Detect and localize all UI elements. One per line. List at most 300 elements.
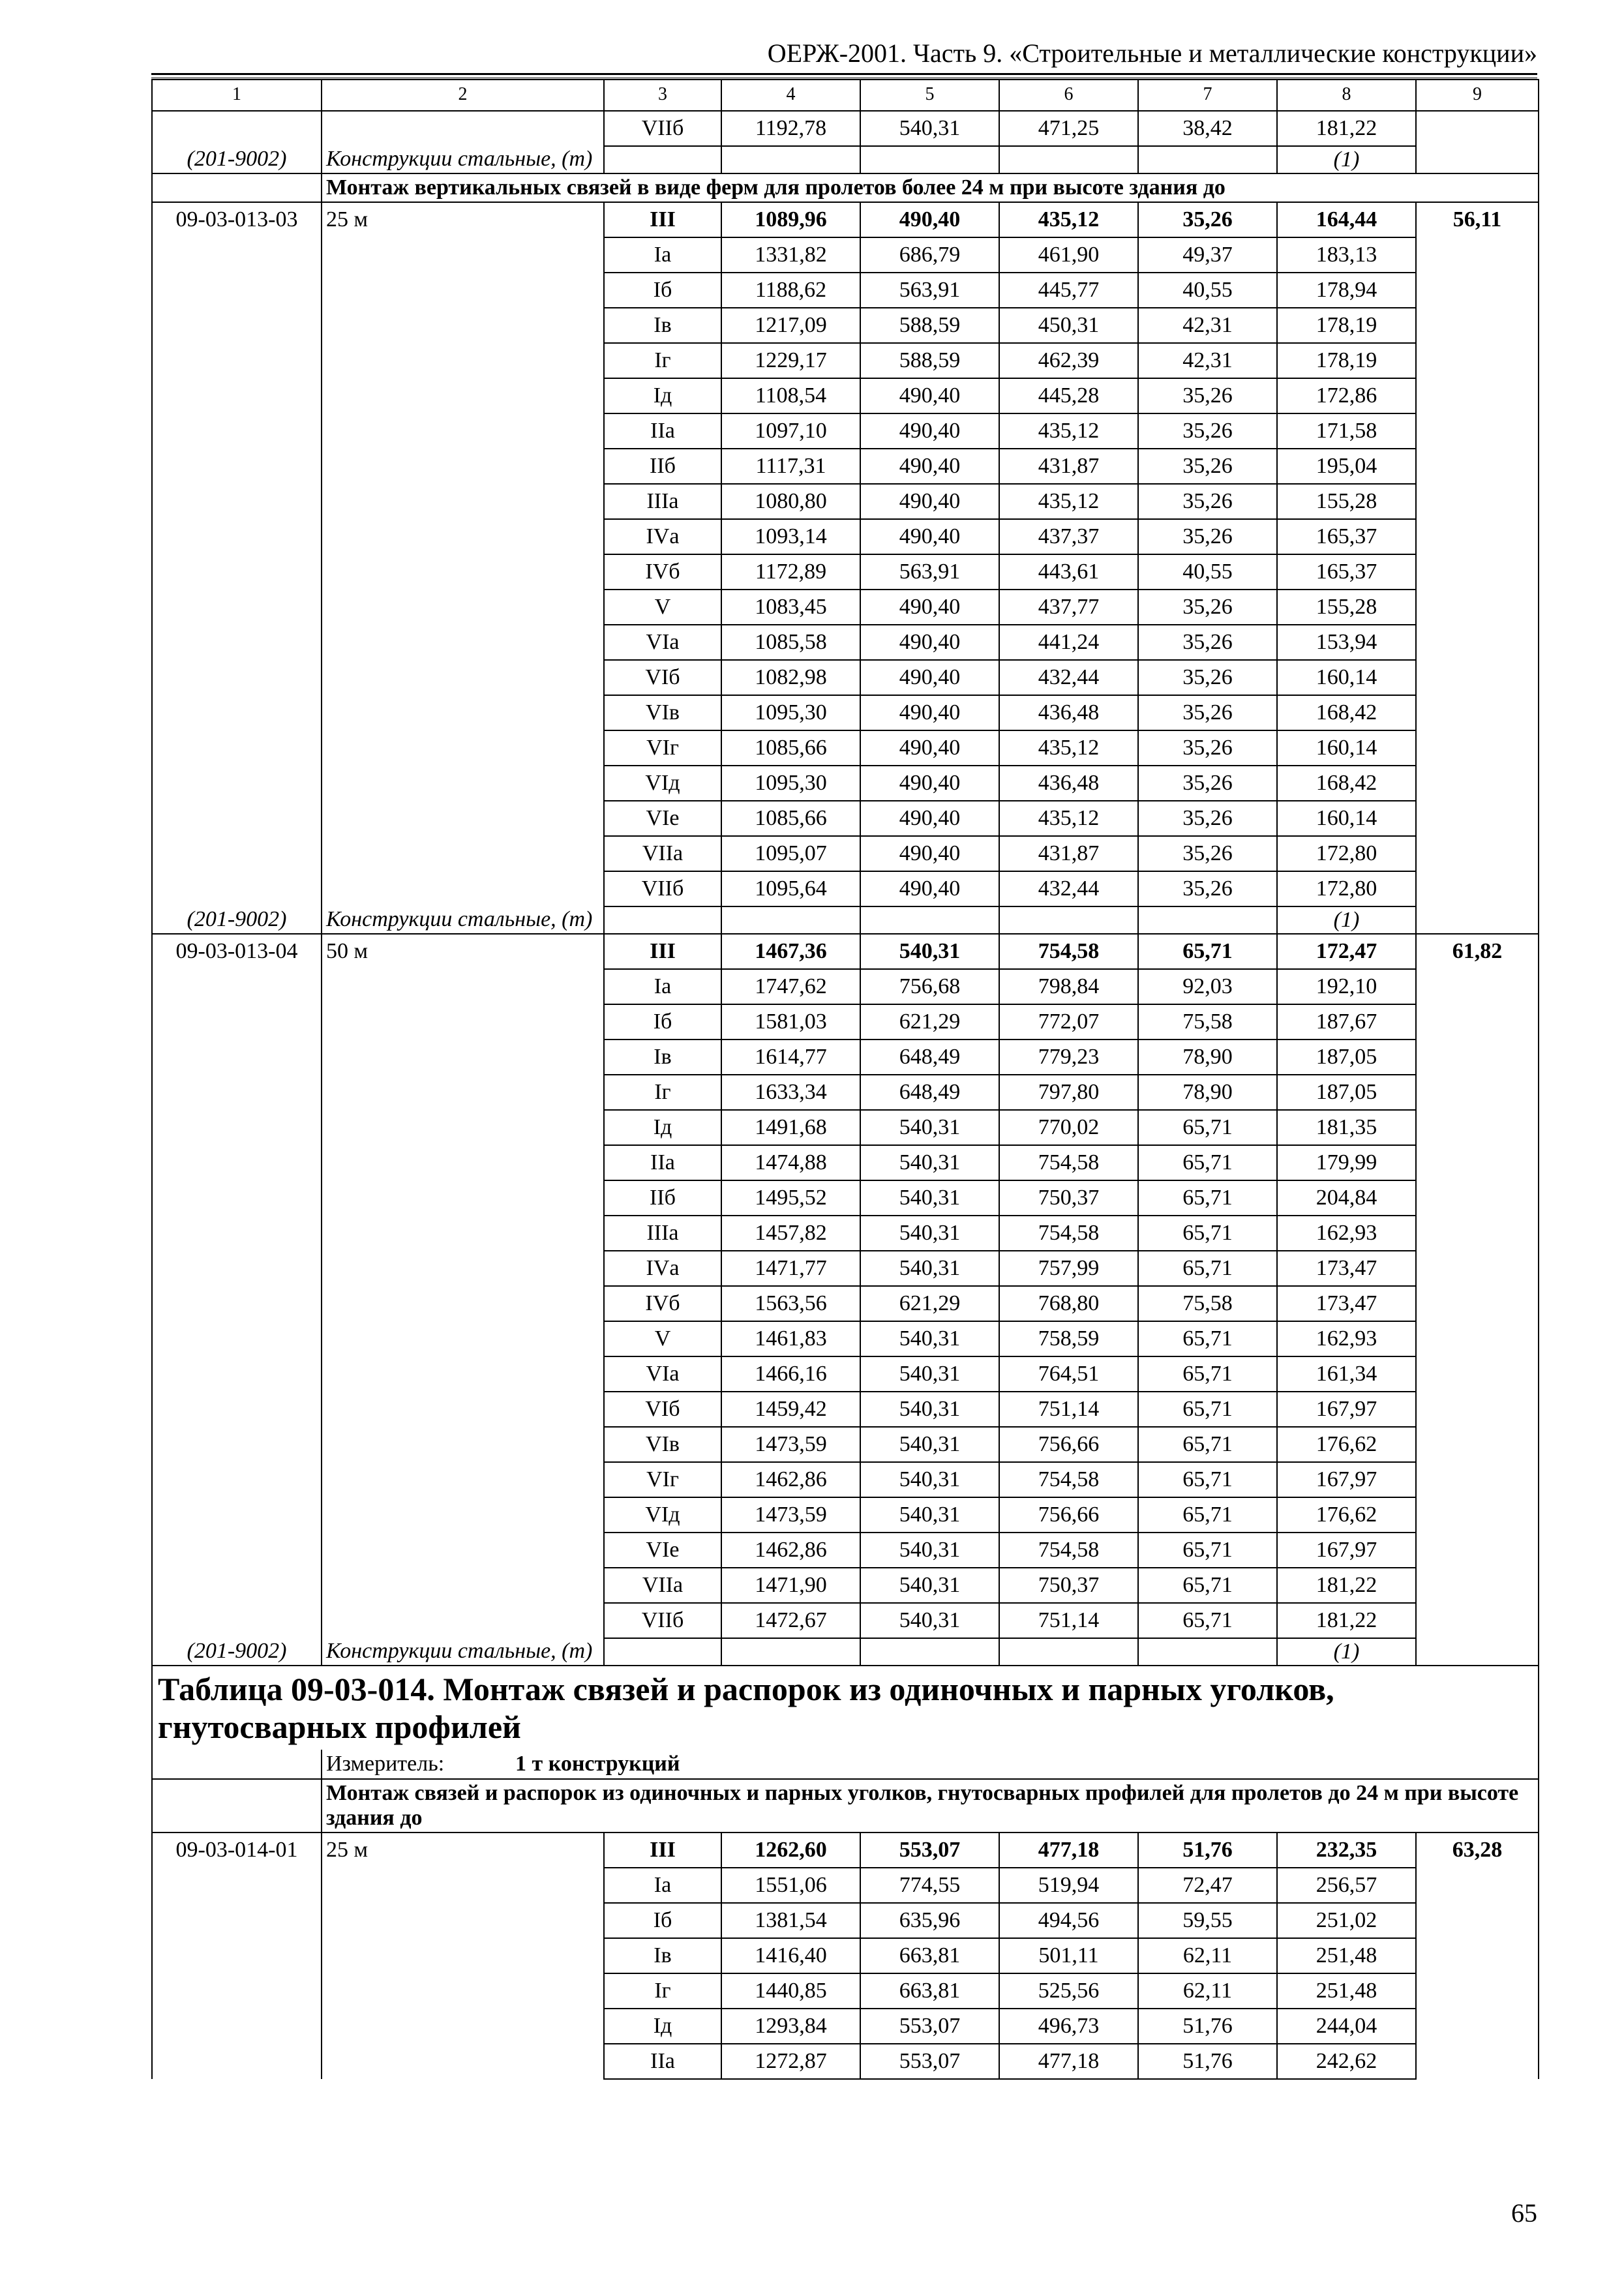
col9-cell — [1416, 969, 1539, 1004]
value-cell-col4: 1473,59 — [721, 1497, 860, 1533]
value-cell-col5: 490,40 — [860, 413, 999, 449]
table-row — [152, 1568, 1539, 1603]
blank-cell — [721, 1638, 860, 1666]
value-cell-col7: 35,26 — [1138, 413, 1277, 449]
resource-name-cell: Конструкции стальные, (т) — [322, 1638, 604, 1666]
col9-cell — [1416, 1938, 1539, 1973]
value-cell-col7: 51,76 — [1138, 1833, 1277, 1868]
value-cell-col8: 181,22 — [1277, 1603, 1416, 1638]
value-cell-col4: 1229,17 — [721, 343, 860, 378]
value-cell-col6: 757,99 — [999, 1251, 1138, 1286]
rate-name-cell — [322, 1110, 604, 1145]
table-row — [152, 590, 1539, 625]
region-group-cell: V — [604, 590, 721, 625]
value-cell-col7: 65,71 — [1138, 1533, 1277, 1568]
table-row — [152, 1356, 1539, 1392]
table-title-row — [152, 1666, 1539, 1750]
value-cell-col4: 1461,83 — [721, 1321, 860, 1356]
value-cell-col7: 35,26 — [1138, 766, 1277, 801]
value-cell-col4: 1473,59 — [721, 1427, 860, 1462]
value-cell-col7: 72,47 — [1138, 1868, 1277, 1903]
value-cell-col5: 540,31 — [860, 1568, 999, 1603]
value-cell-col4: 1293,84 — [721, 2009, 860, 2044]
section-heading: Монтаж связей и распорок из одиночных и парных уголков, гнутосварных профилей для пролетов до 24 м при высоте здания до — [322, 1779, 1539, 1833]
value-cell-col8: 179,99 — [1277, 1145, 1416, 1180]
value-cell-col6: 756,66 — [999, 1427, 1138, 1462]
value-cell-col6: 751,14 — [999, 1392, 1138, 1427]
value-cell-col7: 35,26 — [1138, 590, 1277, 625]
blank-cell — [999, 146, 1138, 173]
rate-name-cell — [322, 2044, 604, 2079]
table-row — [152, 730, 1539, 766]
rate-code-cell — [152, 836, 322, 871]
column-number: 8 — [1277, 80, 1416, 111]
value-cell-col7: 65,71 — [1138, 1497, 1277, 1533]
rate-code-cell — [152, 1356, 322, 1392]
col9-cell — [1416, 1603, 1539, 1638]
rate-code-cell — [152, 695, 322, 730]
value-cell-col5: 490,40 — [860, 801, 999, 836]
value-cell-col5: 540,31 — [860, 1321, 999, 1356]
value-cell-col6: 764,51 — [999, 1356, 1138, 1392]
value-cell-col5: 663,81 — [860, 1973, 999, 2009]
value-cell-col4: 1381,54 — [721, 1903, 860, 1938]
rate-name-cell — [322, 273, 604, 308]
rate-name-cell — [322, 1040, 604, 1075]
rate-code-cell — [152, 1180, 322, 1216]
value-cell-col6: 758,59 — [999, 1321, 1138, 1356]
value-cell-col8: 171,58 — [1277, 413, 1416, 449]
rate-code-cell — [152, 343, 322, 378]
col9-cell — [1416, 590, 1539, 625]
table-row — [152, 554, 1539, 590]
resource-code-cell: (201-9002) — [152, 1638, 322, 1666]
rate-code-cell — [152, 1497, 322, 1533]
region-group-cell: IIа — [604, 1145, 721, 1180]
column-number: 9 — [1416, 80, 1539, 111]
value-cell-col7: 59,55 — [1138, 1903, 1277, 1938]
rate-code-cell — [152, 871, 322, 906]
section-heading-spacer — [152, 1779, 322, 1833]
blank-cell — [604, 906, 721, 934]
value-cell-col7: 65,71 — [1138, 1568, 1277, 1603]
region-group-cell: VIб — [604, 660, 721, 695]
region-group-cell: Iа — [604, 1868, 721, 1903]
value-cell-col5: 490,40 — [860, 449, 999, 484]
value-cell-col5: 563,91 — [860, 273, 999, 308]
col9-cell — [1416, 871, 1539, 906]
value-cell-col6: 435,12 — [999, 413, 1138, 449]
region-group-cell: Iд — [604, 1110, 721, 1145]
rate-code-cell — [152, 625, 322, 660]
rate-name-cell — [322, 1216, 604, 1251]
col9-cell — [1416, 1356, 1539, 1392]
value-cell-col8: 183,13 — [1277, 237, 1416, 273]
region-group-cell: Iв — [604, 1938, 721, 1973]
rate-name-cell — [322, 1321, 604, 1356]
value-cell-col4: 1331,82 — [721, 237, 860, 273]
column-number: 7 — [1138, 80, 1277, 111]
value-cell-col7: 35,26 — [1138, 484, 1277, 519]
value-cell-col7: 35,26 — [1138, 871, 1277, 906]
col9-cell — [1416, 519, 1539, 554]
value-cell-col7: 78,90 — [1138, 1040, 1277, 1075]
value-cell-col4: 1095,30 — [721, 695, 860, 730]
value-cell-col5: 490,40 — [860, 766, 999, 801]
rate-code-cell — [152, 660, 322, 695]
rate-name-cell — [322, 519, 604, 554]
value-cell-col6: 750,37 — [999, 1568, 1138, 1603]
value-cell-col7: 65,71 — [1138, 1251, 1277, 1286]
value-cell-col5: 588,59 — [860, 308, 999, 343]
value-cell-col7: 35,26 — [1138, 695, 1277, 730]
value-cell-col8: 155,28 — [1277, 590, 1416, 625]
col9-cell — [1416, 413, 1539, 449]
value-cell-col6: 754,58 — [999, 1216, 1138, 1251]
value-cell-col4: 1080,80 — [721, 484, 860, 519]
value-cell-col6: 435,12 — [999, 801, 1138, 836]
rate-code-cell — [152, 554, 322, 590]
column-number: 2 — [322, 80, 604, 111]
table-row — [152, 934, 1539, 969]
rate-code-cell — [152, 237, 322, 273]
rate-name-cell — [322, 378, 604, 413]
col9-cell: 63,28 — [1416, 1833, 1539, 1868]
value-cell-col8: 176,62 — [1277, 1497, 1416, 1533]
value-cell-col6: 445,77 — [999, 273, 1138, 308]
column-number-row — [152, 80, 1539, 111]
rate-name-cell — [322, 801, 604, 836]
column-number: 4 — [721, 80, 860, 111]
col9-cell — [1416, 449, 1539, 484]
value-cell-col7: 92,03 — [1138, 969, 1277, 1004]
rate-name-cell — [322, 1938, 604, 1973]
col9-cell — [1416, 801, 1539, 836]
value-cell-col6: 431,87 — [999, 449, 1138, 484]
rate-name-cell: 25 м — [322, 202, 604, 237]
value-cell-col4: 1085,66 — [721, 730, 860, 766]
col9-cell — [1416, 554, 1539, 590]
col9-cell — [1416, 343, 1539, 378]
value-cell-col7: 35,26 — [1138, 378, 1277, 413]
value-cell-col5: 540,31 — [860, 1356, 999, 1392]
blank-cell — [860, 146, 999, 173]
rate-code-cell — [152, 2009, 322, 2044]
region-group-cell: IIб — [604, 449, 721, 484]
value-cell-col4: 1457,82 — [721, 1216, 860, 1251]
col9-cell — [1416, 766, 1539, 801]
col9-cell — [1416, 1321, 1539, 1356]
value-cell-col8: 165,37 — [1277, 554, 1416, 590]
value-cell-col4: 1085,58 — [721, 625, 860, 660]
value-cell-col6: 437,77 — [999, 590, 1138, 625]
value-cell-col4: 1440,85 — [721, 1973, 860, 2009]
value-cell-col7: 51,76 — [1138, 2009, 1277, 2044]
region-group-cell: IIа — [604, 413, 721, 449]
value-cell-col8: 181,35 — [1277, 1110, 1416, 1145]
value-cell-col8: 232,35 — [1277, 1833, 1416, 1868]
value-cell-col5: 553,07 — [860, 2044, 999, 2079]
value-cell-col5: 774,55 — [860, 1868, 999, 1903]
value-cell-col4: 1466,16 — [721, 1356, 860, 1392]
table-row — [152, 1462, 1539, 1497]
value-cell-col7: 38,42 — [1138, 111, 1277, 146]
value-cell-col6: 477,18 — [999, 1833, 1138, 1868]
value-cell-col4: 1614,77 — [721, 1040, 860, 1075]
rate-code-cell — [152, 449, 322, 484]
value-cell-col4: 1172,89 — [721, 554, 860, 590]
value-cell-col5: 490,40 — [860, 836, 999, 871]
value-cell-col6: 525,56 — [999, 1973, 1138, 2009]
table-row — [152, 378, 1539, 413]
value-cell-col8: 162,93 — [1277, 1321, 1416, 1356]
value-cell-col7: 62,11 — [1138, 1973, 1277, 2009]
value-cell-col8: 178,94 — [1277, 273, 1416, 308]
value-cell-col5: 621,29 — [860, 1004, 999, 1040]
value-cell-col4: 1491,68 — [721, 1110, 860, 1145]
col9-cell — [1416, 1110, 1539, 1145]
rate-name-cell — [322, 730, 604, 766]
rate-code-cell — [152, 1004, 322, 1040]
col9-cell — [1416, 1040, 1539, 1075]
table-row — [152, 871, 1539, 906]
rate-code-cell — [152, 1462, 322, 1497]
rate-code-cell — [152, 1286, 322, 1321]
value-cell-col6: 462,39 — [999, 343, 1138, 378]
value-cell-col4: 1089,96 — [721, 202, 860, 237]
value-cell-col6: 432,44 — [999, 660, 1138, 695]
resource-col8-cell: (1) — [1277, 906, 1416, 934]
table-row — [152, 1427, 1539, 1462]
rate-name-cell — [322, 413, 604, 449]
rate-code-cell — [152, 1251, 322, 1286]
value-cell-col8: 153,94 — [1277, 625, 1416, 660]
value-cell-col8: 176,62 — [1277, 1427, 1416, 1462]
value-cell-col8: 178,19 — [1277, 343, 1416, 378]
rate-name-cell — [322, 237, 604, 273]
value-cell-col8: 181,22 — [1277, 111, 1416, 146]
value-cell-col5: 540,31 — [860, 1497, 999, 1533]
value-cell-col8: 165,37 — [1277, 519, 1416, 554]
value-cell-col5: 540,31 — [860, 1251, 999, 1286]
value-cell-col5: 490,40 — [860, 625, 999, 660]
table-row — [152, 1903, 1539, 1938]
value-cell-col6: 750,37 — [999, 1180, 1138, 1216]
value-cell-col6: 443,61 — [999, 554, 1138, 590]
value-cell-col8: 256,57 — [1277, 1868, 1416, 1903]
rate-name-cell — [322, 1251, 604, 1286]
value-cell-col6: 768,80 — [999, 1286, 1138, 1321]
value-cell-col8: 167,97 — [1277, 1392, 1416, 1427]
value-cell-col5: 540,31 — [860, 934, 999, 969]
region-group-cell: VIб — [604, 1392, 721, 1427]
resource-footer-row — [152, 1638, 1539, 1666]
rate-code-cell — [152, 1110, 322, 1145]
value-cell-col4: 1117,31 — [721, 449, 860, 484]
resource-footer-row — [152, 906, 1539, 934]
value-cell-col6: 754,58 — [999, 1533, 1138, 1568]
col9-cell: 56,11 — [1416, 202, 1539, 237]
rate-code-cell — [152, 1321, 322, 1356]
value-cell-col5: 686,79 — [860, 237, 999, 273]
value-cell-col6: 754,58 — [999, 1145, 1138, 1180]
table-row — [152, 1533, 1539, 1568]
rate-code-cell — [152, 1938, 322, 1973]
value-cell-col5: 563,91 — [860, 554, 999, 590]
col9-cell — [1416, 1903, 1539, 1938]
value-cell-col8: 204,84 — [1277, 1180, 1416, 1216]
value-cell-col7: 78,90 — [1138, 1075, 1277, 1110]
table-row — [152, 1145, 1539, 1180]
value-cell-col8: 172,47 — [1277, 934, 1416, 969]
value-cell-col7: 65,71 — [1138, 1427, 1277, 1462]
rate-name-cell — [322, 1497, 604, 1533]
region-group-cell: Iг — [604, 343, 721, 378]
rate-code-cell: 09-03-014-01 — [152, 1833, 322, 1868]
rate-name-cell — [322, 836, 604, 871]
table-row — [152, 1216, 1539, 1251]
region-group-cell: VIа — [604, 1356, 721, 1392]
header-rule — [151, 73, 1537, 78]
resource-footer-row — [152, 146, 1539, 173]
value-cell-col8: 251,48 — [1277, 1973, 1416, 2009]
blank-cell — [604, 1638, 721, 1666]
value-cell-col7: 40,55 — [1138, 273, 1277, 308]
rate-code-cell — [152, 590, 322, 625]
resource-name-cell: Конструкции стальные, (т) — [322, 906, 604, 934]
rate-code-cell — [152, 1533, 322, 1568]
value-cell-col5: 490,40 — [860, 378, 999, 413]
rate-name-cell — [322, 1180, 604, 1216]
rate-name-cell: 25 м — [322, 1833, 604, 1868]
col9-cell — [1416, 1533, 1539, 1568]
value-cell-col6: 450,31 — [999, 308, 1138, 343]
rate-name-cell — [322, 660, 604, 695]
value-cell-col7: 42,31 — [1138, 308, 1277, 343]
value-cell-col7: 35,26 — [1138, 625, 1277, 660]
col9-cell — [1416, 273, 1539, 308]
value-cell-col6: 471,25 — [999, 111, 1138, 146]
blank-cell — [1416, 146, 1539, 173]
value-cell-col7: 35,26 — [1138, 730, 1277, 766]
value-cell-col8: 181,22 — [1277, 1568, 1416, 1603]
value-cell-col5: 588,59 — [860, 343, 999, 378]
value-cell-col5: 756,68 — [860, 969, 999, 1004]
value-cell-col4: 1474,88 — [721, 1145, 860, 1180]
col9-cell — [1416, 1180, 1539, 1216]
table-row — [152, 1040, 1539, 1075]
rate-code-cell — [152, 1075, 322, 1110]
table-row — [152, 1004, 1539, 1040]
col9-cell — [1416, 1145, 1539, 1180]
value-cell-col8: 160,14 — [1277, 730, 1416, 766]
rate-name-cell: 50 м — [322, 934, 604, 969]
value-cell-col4: 1095,07 — [721, 836, 860, 871]
region-group-cell: VIг — [604, 1462, 721, 1497]
rate-name-cell — [322, 2009, 604, 2044]
value-cell-col4: 1097,10 — [721, 413, 860, 449]
table-row — [152, 413, 1539, 449]
table-row — [152, 449, 1539, 484]
col9-cell — [1416, 2044, 1539, 2079]
col9-cell — [1416, 1286, 1539, 1321]
value-cell-col4: 1551,06 — [721, 1868, 860, 1903]
rate-name-cell — [322, 1356, 604, 1392]
value-cell-col4: 1747,62 — [721, 969, 860, 1004]
region-group-cell: IIб — [604, 1180, 721, 1216]
resource-name-cell: Конструкции стальные, (т) — [322, 146, 604, 173]
col9-cell — [1416, 730, 1539, 766]
table-row — [152, 766, 1539, 801]
value-cell-col7: 51,76 — [1138, 2044, 1277, 2079]
section-heading: Монтаж вертикальных связей в виде ферм для пролетов более 24 м при высоте здания до — [322, 173, 1539, 202]
rate-name-cell — [322, 1286, 604, 1321]
col9-cell — [1416, 1568, 1539, 1603]
value-cell-col6: 754,58 — [999, 934, 1138, 969]
value-cell-col6: 496,73 — [999, 2009, 1138, 2044]
rate-code-cell — [152, 1392, 322, 1427]
value-cell-col7: 65,71 — [1138, 934, 1277, 969]
value-cell-col5: 490,40 — [860, 590, 999, 625]
table-body — [152, 80, 1539, 2079]
value-cell-col5: 490,40 — [860, 484, 999, 519]
value-cell-col8: 251,48 — [1277, 1938, 1416, 1973]
section-heading-row — [152, 1779, 1539, 1833]
region-group-cell: IVа — [604, 519, 721, 554]
rate-name-cell — [322, 343, 604, 378]
resource-col8-cell: (1) — [1277, 1638, 1416, 1666]
table-row — [152, 1603, 1539, 1638]
region-group-cell: IIIа — [604, 484, 721, 519]
value-cell-col7: 35,26 — [1138, 202, 1277, 237]
rate-name-cell — [322, 969, 604, 1004]
value-cell-col5: 540,31 — [860, 1145, 999, 1180]
rate-name-cell — [322, 1145, 604, 1180]
value-cell-col8: 164,44 — [1277, 202, 1416, 237]
value-cell-col4: 1459,42 — [721, 1392, 860, 1427]
rate-code-cell: 09-03-013-04 — [152, 934, 322, 969]
value-cell-col6: 477,18 — [999, 2044, 1138, 2079]
table-row — [152, 1321, 1539, 1356]
value-cell-col8: 167,97 — [1277, 1533, 1416, 1568]
region-group-cell: VIд — [604, 1497, 721, 1533]
blank-cell — [721, 146, 860, 173]
value-cell-col7: 65,71 — [1138, 1180, 1277, 1216]
column-number: 1 — [152, 80, 322, 111]
value-cell-col6: 461,90 — [999, 237, 1138, 273]
rate-name-cell — [322, 1568, 604, 1603]
value-cell-col7: 65,71 — [1138, 1216, 1277, 1251]
table-title: Таблица 09-03-014. Монтаж связей и распорок из одиночных и парных уголков, гнутосварных профилей — [152, 1666, 1539, 1750]
region-group-cell: Iа — [604, 237, 721, 273]
section-heading-spacer — [152, 173, 322, 202]
value-cell-col6: 437,37 — [999, 519, 1138, 554]
value-cell-col4: 1272,87 — [721, 2044, 860, 2079]
value-cell-col5: 540,31 — [860, 1427, 999, 1462]
section-heading-row — [152, 173, 1539, 202]
region-group-cell: IIIа — [604, 1216, 721, 1251]
region-group-cell: VIв — [604, 1427, 721, 1462]
value-cell-col7: 42,31 — [1138, 343, 1277, 378]
rate-code-cell — [152, 801, 322, 836]
value-cell-col6: 494,56 — [999, 1903, 1138, 1938]
rate-code-cell — [152, 484, 322, 519]
rate-name-cell — [322, 308, 604, 343]
value-cell-col5: 540,31 — [860, 1533, 999, 1568]
rate-code-cell — [152, 1427, 322, 1462]
resource-code-cell: (201-9002) — [152, 906, 322, 934]
page-number: 65 — [1511, 2198, 1537, 2228]
